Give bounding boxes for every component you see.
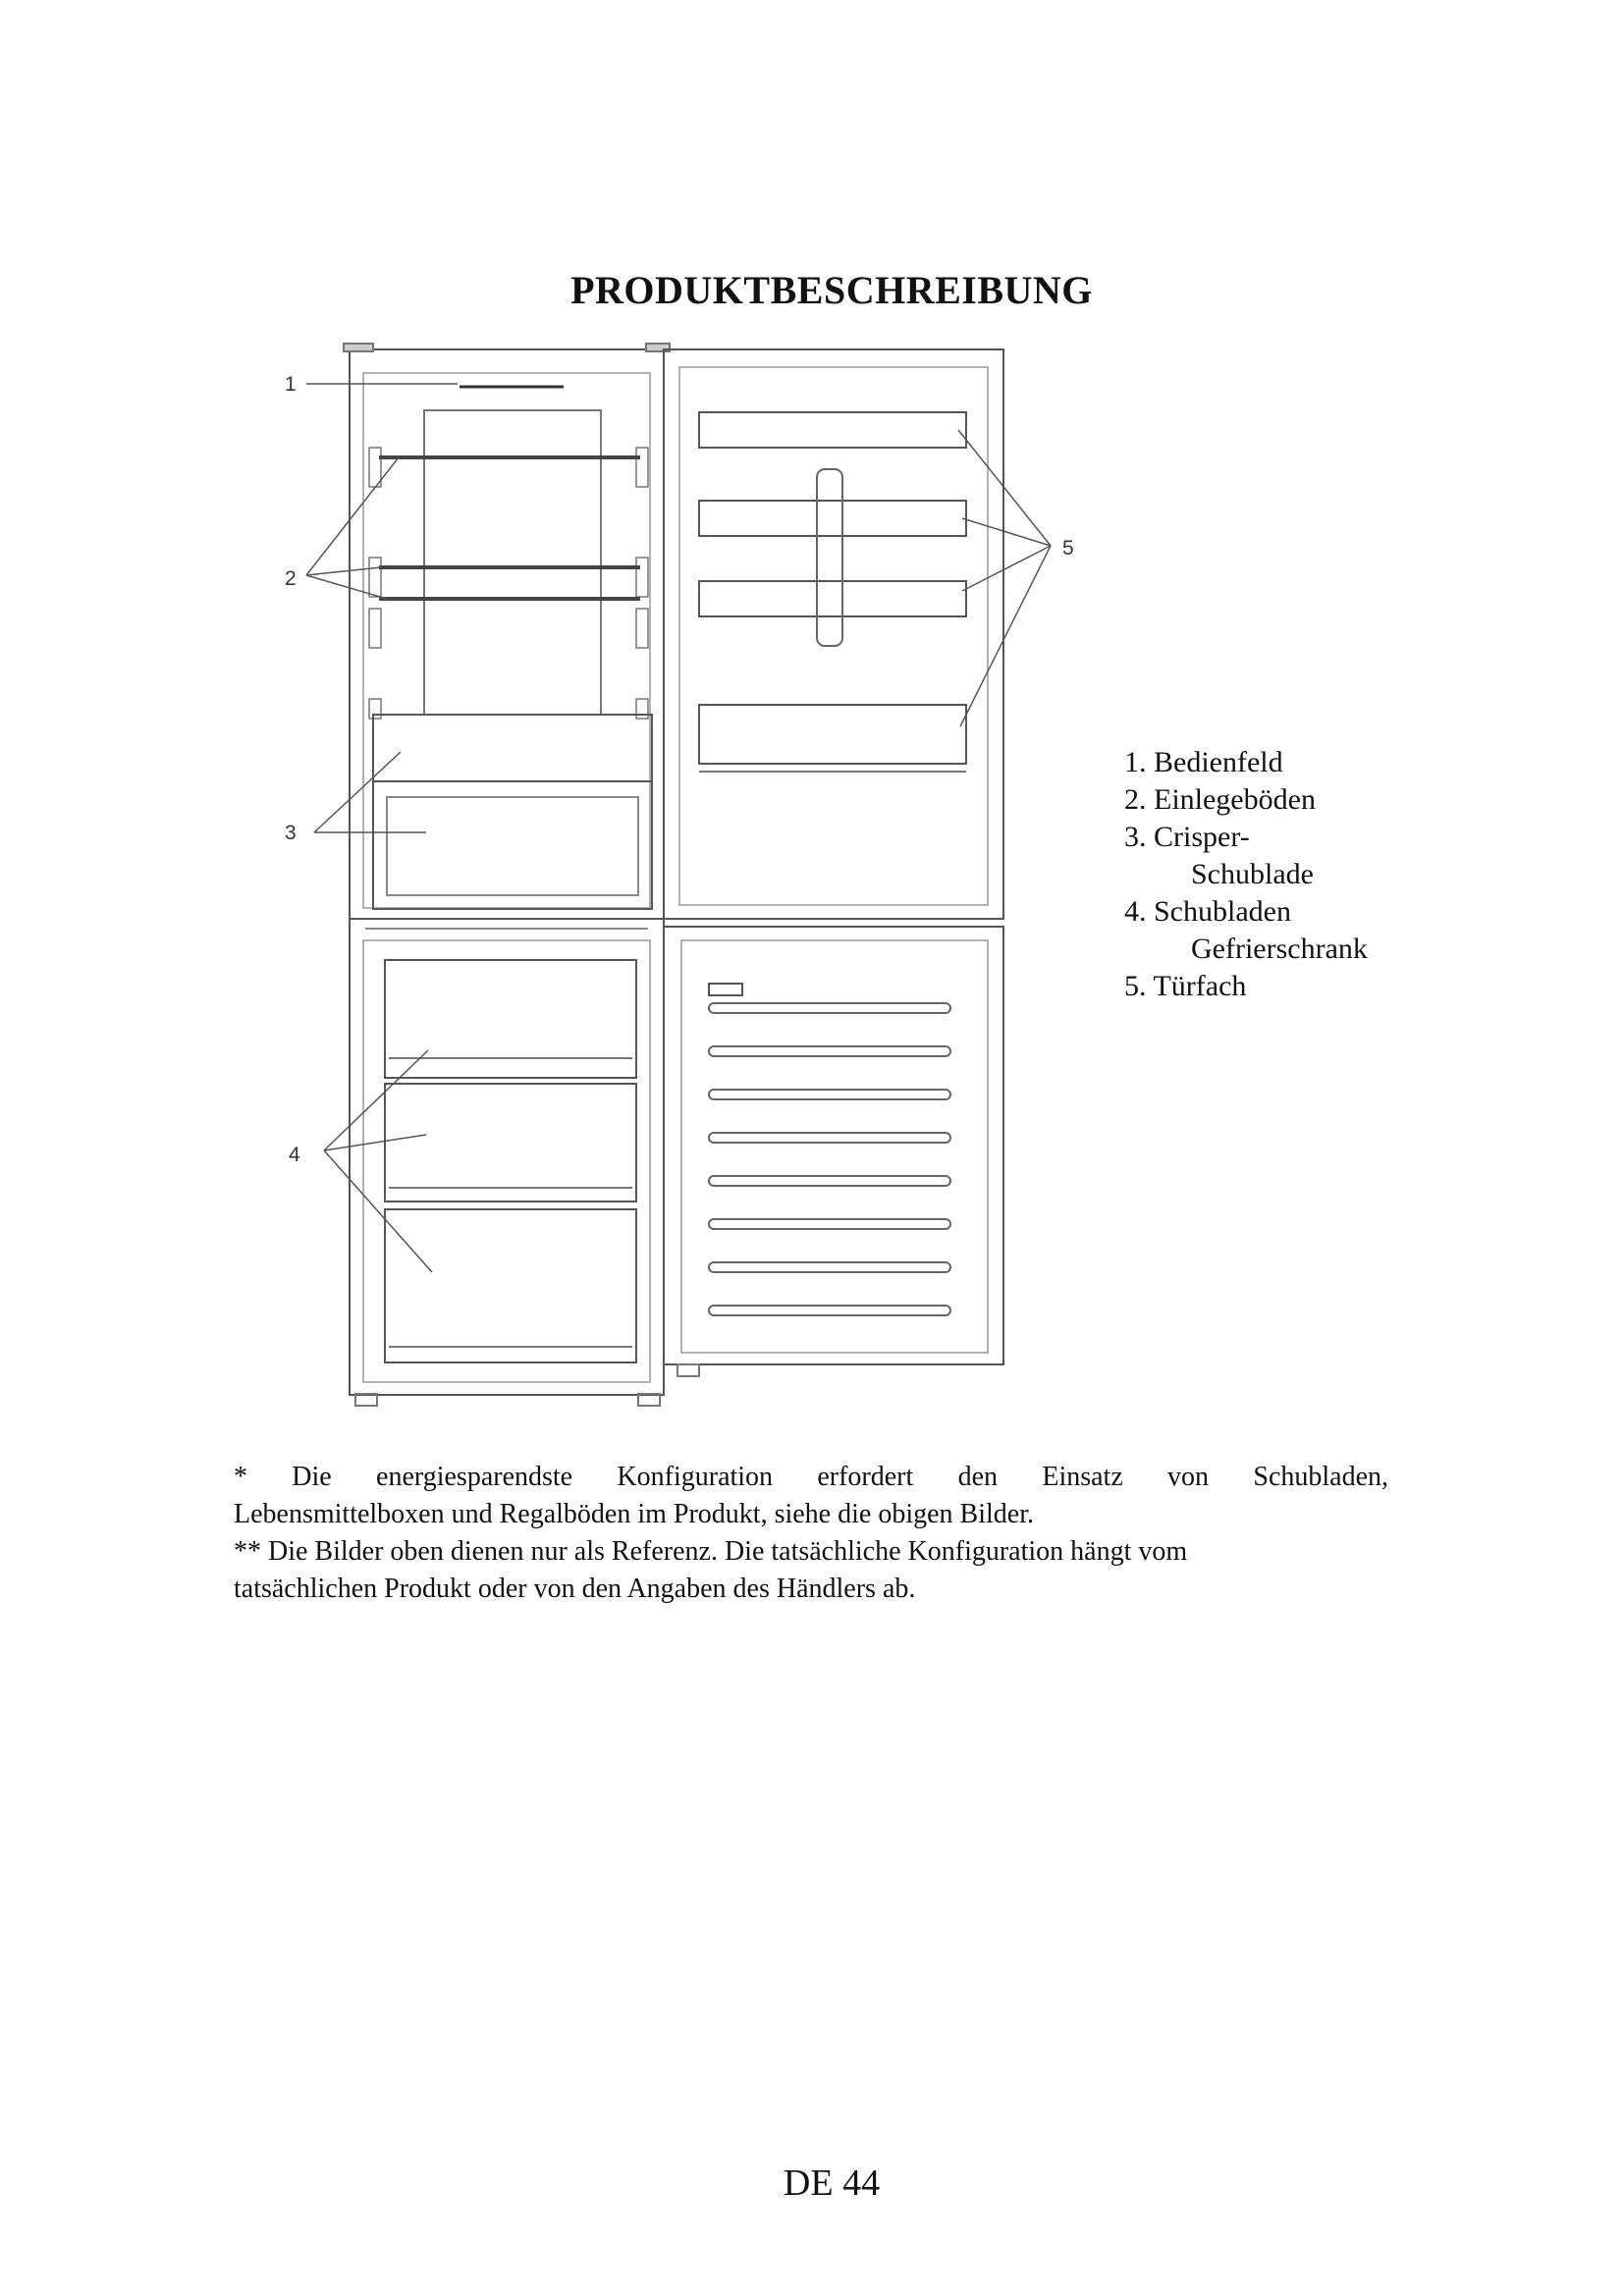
notes (234, 1459, 1388, 1608)
crisper-cover (373, 715, 652, 781)
legend-item-2: 2. Einlegeböden (1124, 783, 1316, 816)
callout-1: 1 (285, 373, 297, 396)
callout-4: 4 (289, 1144, 300, 1166)
freezer-door (664, 927, 1003, 1364)
legend-item-3-cont: Schublade (1191, 858, 1314, 890)
leader-lines (306, 384, 1051, 1272)
legend-item-3: 3. Crisper- (1124, 821, 1250, 853)
callout-2: 2 (285, 567, 297, 590)
note-2-line-2: tatsächlichen Produkt oder von den Angaben des Händlers ab. (234, 1574, 916, 1604)
fridge-compartment (350, 349, 664, 919)
note-2-line-1: ** Die Bilder oben dienen nur als Referenz. Die tatsächliche Konfiguration hängt vom (234, 1536, 1188, 1567)
door-racks (699, 412, 966, 772)
freezer-compartment (350, 919, 664, 1395)
note-1-line-1: * Die energiesparendste Konfiguration erfordert den Einsatz von Schubladen, (234, 1462, 1388, 1492)
freezer-drawers (385, 960, 636, 1362)
callout-3: 3 (285, 822, 297, 844)
crisper-drawer (373, 781, 652, 909)
page-title: PRODUKTBESCHREIBUNG (570, 268, 1093, 312)
parts-legend (1124, 744, 1368, 1005)
legend-item-5: 5. Türfach (1124, 970, 1247, 1002)
callout-5: 5 (1062, 537, 1074, 560)
fridge-door (664, 349, 1003, 919)
legend-item-4-cont: Gefrierschrank (1191, 933, 1368, 965)
legend-item-1: 1. Bedienfeld (1124, 746, 1283, 778)
legend-item-4: 4. Schubladen (1124, 895, 1291, 928)
note-1-line-2: Lebensmittelboxen und Regalböden im Produkt, siehe die obigen Bilder. (234, 1499, 1034, 1529)
freezer-label (709, 984, 742, 995)
page-number: DE 44 (783, 2163, 881, 2204)
